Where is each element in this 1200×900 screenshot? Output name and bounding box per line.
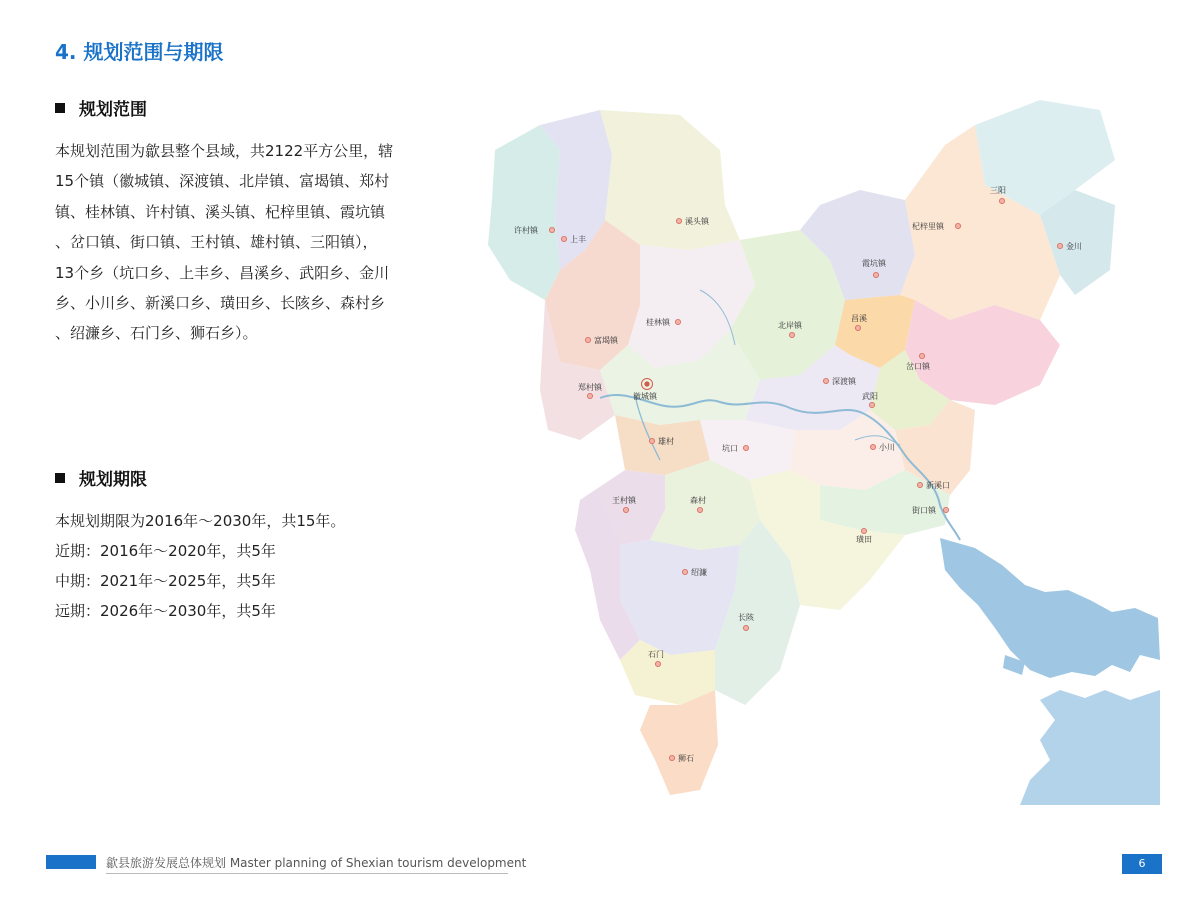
scope-line: 乡、小川乡、新溪口乡、璜田乡、长陔乡、森村乡 [55, 294, 386, 313]
svg-text:璜田: 璜田 [856, 535, 872, 544]
svg-text:金川: 金川 [1066, 242, 1082, 251]
term-mid: 中期：2021年～2025年，共5年 [55, 572, 276, 590]
term-heading-text: 规划期限 [79, 470, 147, 490]
reservoir-water [940, 538, 1160, 805]
svg-text:昌溪: 昌溪 [851, 314, 867, 323]
svg-text:岔口镇: 岔口镇 [906, 362, 930, 371]
scope-line: 、岔口镇、街口镇、王村镇、雄村镇、三阳镇）， [55, 233, 378, 252]
scope-heading-text: 规划范围 [79, 100, 147, 120]
county-map-svg [478, 90, 1168, 810]
scope-heading [55, 95, 147, 120]
scope-line: 本规划范围为歙县整个县域，共2122平方公里，辖 [55, 142, 394, 160]
scope-paragraph [55, 136, 440, 349]
svg-text:绍濂: 绍濂 [691, 568, 707, 577]
page-number: 6 [1122, 854, 1162, 874]
scope-line: 、绍濂乡、石门乡、狮石乡）。 [55, 324, 258, 343]
svg-text:霞坑镇: 霞坑镇 [862, 259, 886, 268]
square-bullet-icon [55, 473, 65, 483]
svg-text:新溪口: 新溪口 [926, 481, 950, 490]
svg-text:杞梓里镇: 杞梓里镇 [912, 222, 944, 231]
county-map [478, 90, 1168, 810]
scope-line: 13个乡（坑口乡、上丰乡、昌溪乡、武阳乡、金川 [55, 263, 390, 282]
svg-text:雄村: 雄村 [658, 437, 674, 446]
term-heading [55, 465, 147, 490]
region-shishi [640, 690, 718, 795]
svg-text:北岸镇: 北岸镇 [778, 321, 802, 330]
township-regions [488, 100, 1115, 795]
svg-text:森村: 森村 [690, 496, 706, 505]
footer-caption: 歙县旅游发展总体规划 Master planning of Shexian tourism development [106, 854, 508, 874]
term-far: 远期：2026年～2030年，共5年 [55, 602, 276, 620]
svg-text:溪头镇: 溪头镇 [685, 217, 709, 226]
svg-text:郑村镇: 郑村镇 [578, 383, 602, 392]
svg-text:王村镇: 王村镇 [612, 496, 636, 505]
svg-text:小川: 小川 [879, 443, 895, 452]
svg-text:狮石: 狮石 [678, 754, 694, 763]
term-summary: 本规划期限为2016年～2030年，共15年。 [55, 512, 346, 530]
scope-line: 镇、桂林镇、许村镇、溪头镇、杞梓里镇、霞坑镇 [55, 202, 386, 221]
svg-text:上丰: 上丰 [570, 235, 586, 244]
svg-text:三阳: 三阳 [990, 186, 1006, 195]
svg-text:深渡镇: 深渡镇 [832, 377, 856, 386]
svg-text:武阳: 武阳 [862, 392, 878, 401]
svg-text:徽城镇: 徽城镇 [633, 392, 657, 401]
svg-text:坑口: 坑口 [722, 444, 738, 453]
term-near: 近期：2016年～2020年，共5年 [55, 542, 276, 560]
square-bullet-icon [55, 103, 65, 113]
svg-text:长陔: 长陔 [738, 613, 754, 622]
svg-text:许村镇: 许村镇 [514, 226, 538, 235]
svg-text:石门: 石门 [648, 650, 664, 659]
region-xitou [600, 110, 740, 250]
svg-text:街口镇: 街口镇 [912, 506, 936, 515]
scope-line: 15个镇（徽城镇、深渡镇、北岸镇、富堨镇、郑村 [55, 172, 390, 191]
svg-text:桂林镇: 桂林镇 [646, 318, 670, 327]
svg-text:富堨镇: 富堨镇 [594, 336, 618, 345]
region-xucun [488, 125, 560, 300]
footer-accent-bar [46, 855, 96, 869]
page-title: 4. 规划范围与期限 [55, 40, 224, 64]
